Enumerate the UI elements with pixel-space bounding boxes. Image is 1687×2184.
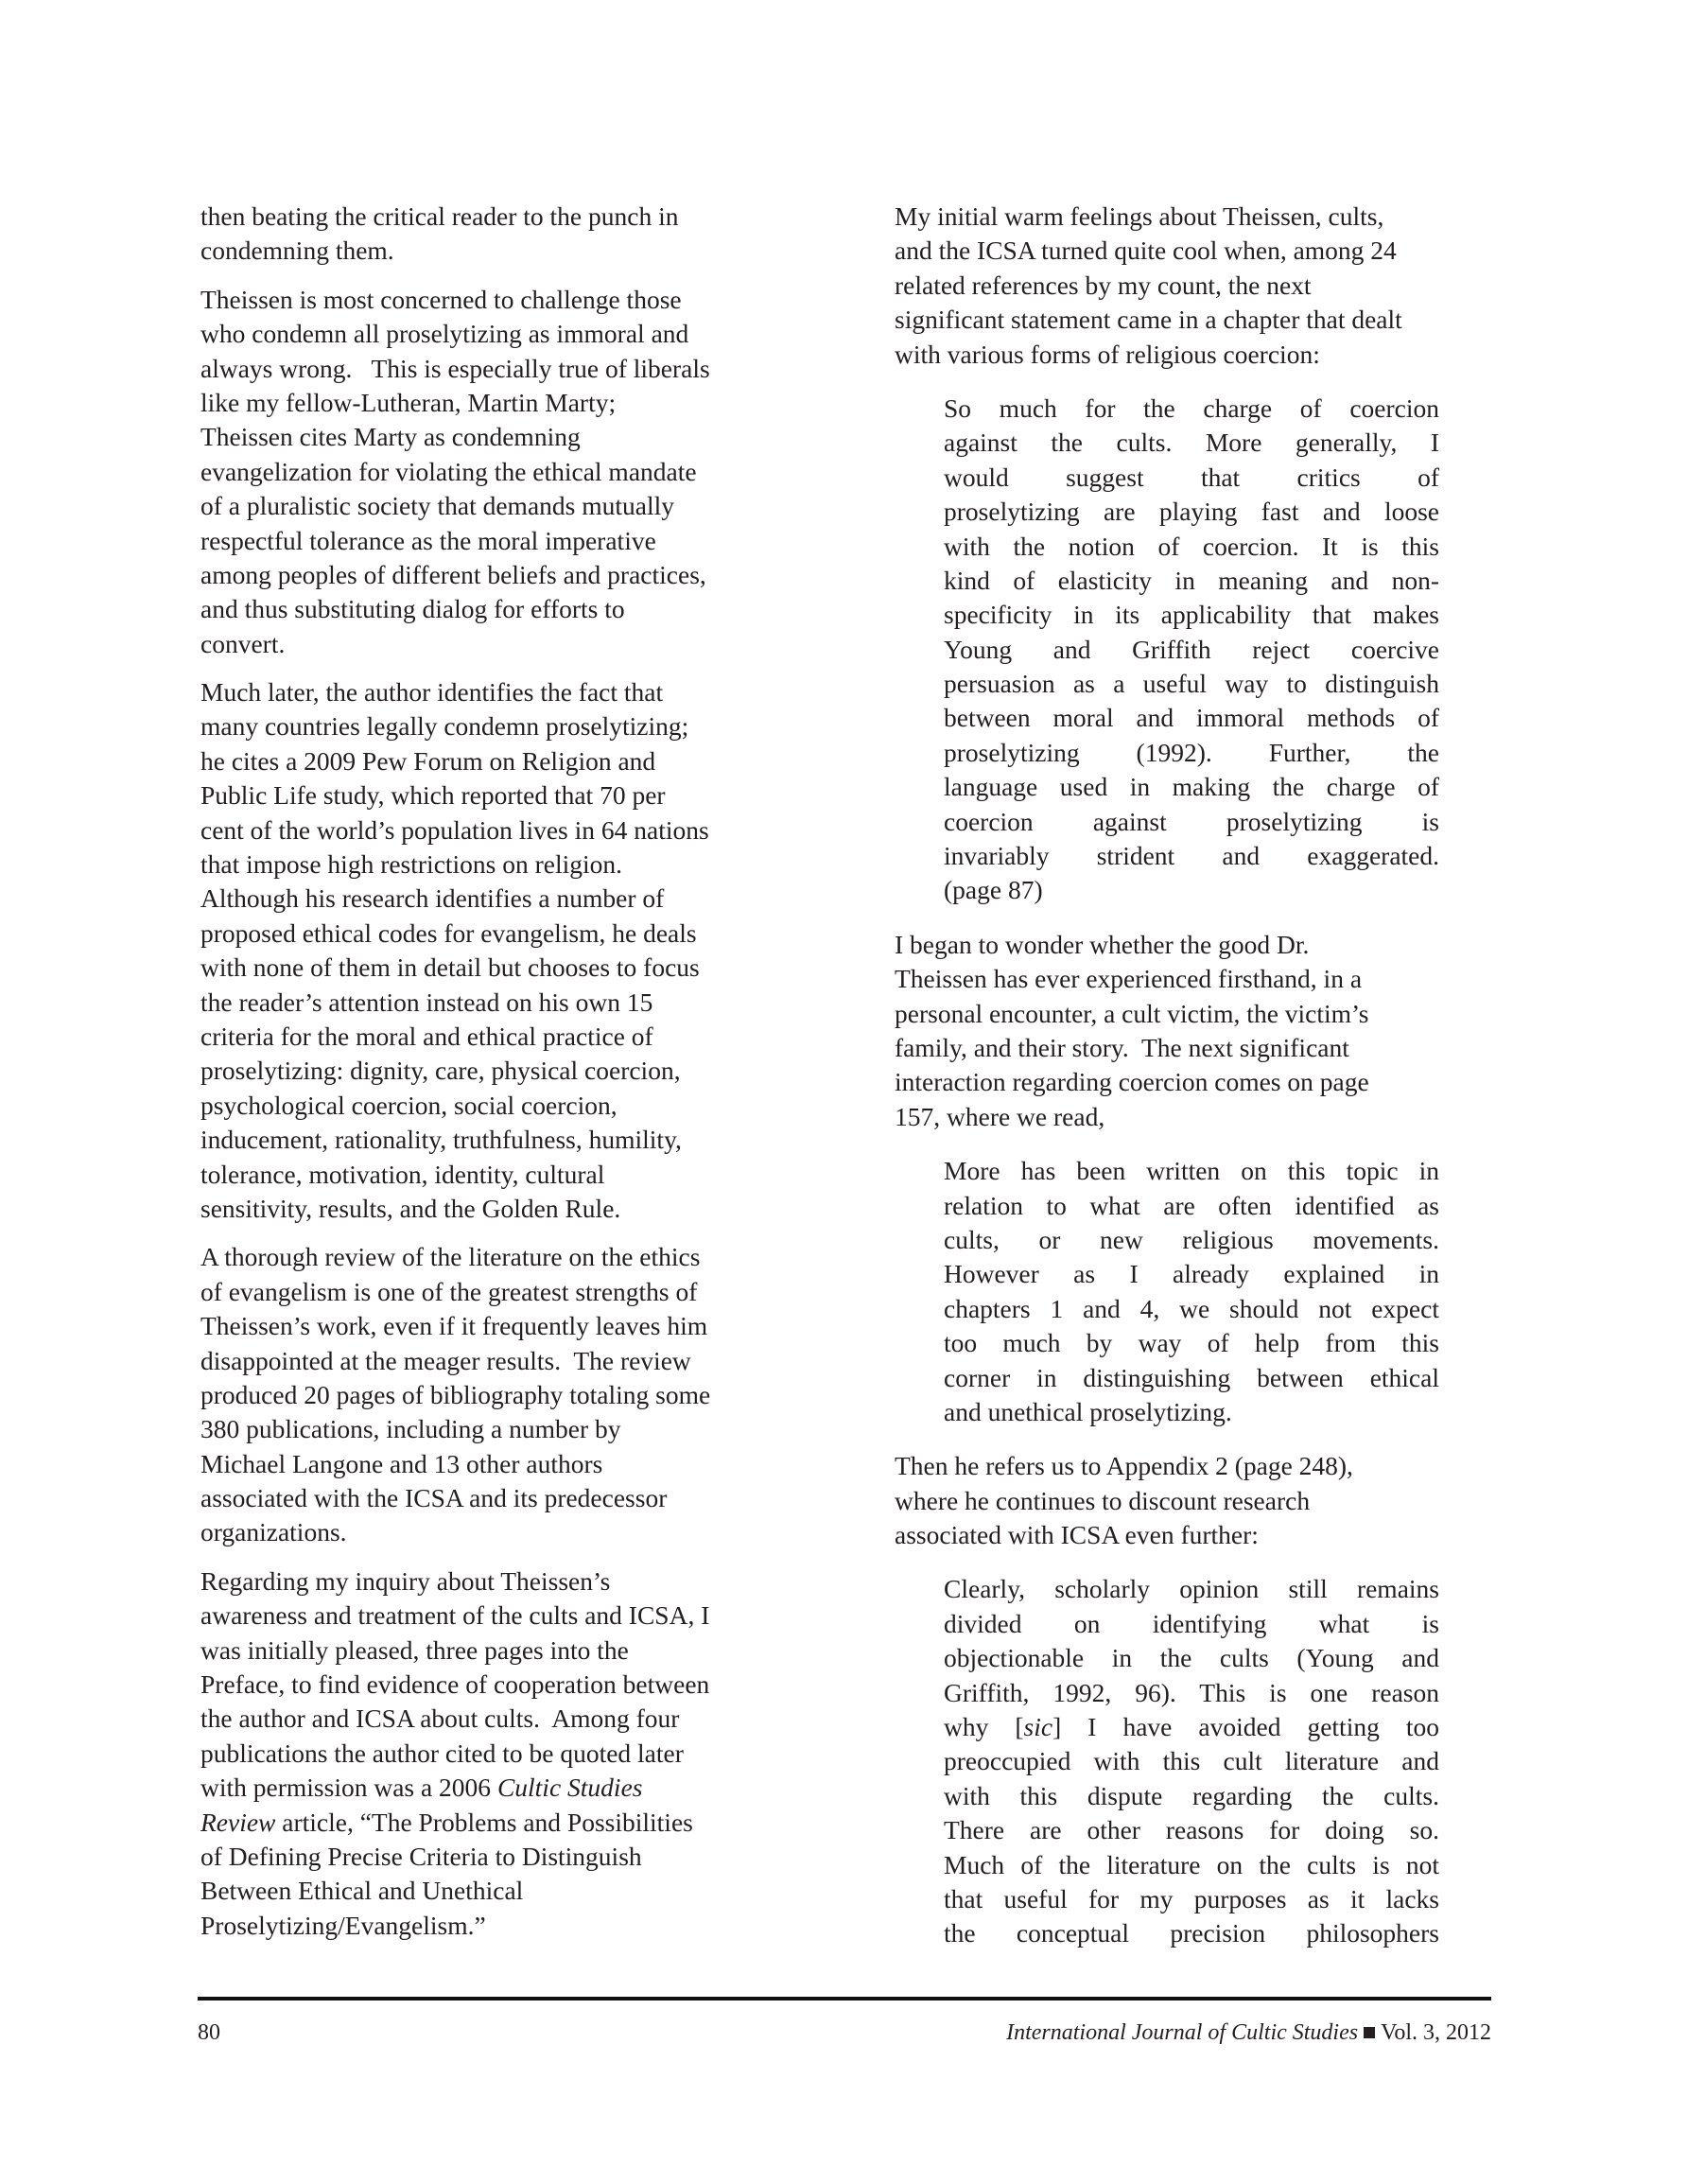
text-line: and thus substituting dialog for efforts to	[200, 594, 625, 624]
text-line: tolerance, motivation, identity, cultural	[200, 1159, 605, 1189]
text-line: convert.	[200, 628, 286, 658]
text-line: of evangelism is one of the greatest strengths of	[200, 1276, 698, 1306]
text-line: with this dispute regarding the cults.	[944, 1780, 1439, 1810]
text-line: Although his research identifies a number of	[200, 883, 665, 914]
paragraph	[200, 283, 806, 661]
paragraph	[200, 675, 806, 1226]
text-line: of Defining Precise Criteria to Distinguish	[200, 1841, 642, 1871]
text-line: the author and ICSA about cults. Among four	[200, 1704, 680, 1734]
text-line: and unethical proselytizing.	[944, 1396, 1232, 1426]
text-line: coercion against proselytizing is	[944, 806, 1439, 836]
text-line: evangelization for violating the ethical mandate	[200, 456, 697, 486]
text-line: A thorough review of the literature on the ethics	[200, 1242, 701, 1272]
text-line: too much by way of help from this	[944, 1328, 1439, 1358]
text-line: publications the author cited to be quoted later	[200, 1738, 684, 1768]
left-column	[200, 200, 806, 1957]
text-line: cent of the world’s population lives in 64 nations	[200, 814, 709, 845]
text-line: proposed ethical codes for evangelism, he deals	[200, 917, 697, 948]
text-line: Griffith, 1992, 96). This is one reason	[944, 1677, 1439, 1707]
text-line: proselytizing (1992). Further, the	[944, 737, 1439, 767]
text-line: Review article, “The Problems and Possibilities	[200, 1807, 693, 1837]
text-line: why [sic] I have avoided getting too	[944, 1712, 1439, 1742]
text-line: organizations.	[200, 1517, 347, 1547]
footer-rule	[198, 1997, 1491, 2001]
text-line: Proselytizing/Evangelism.”	[200, 1910, 486, 1940]
text-line: persuasion as a useful way to distinguish	[944, 669, 1439, 699]
text-line: proselytizing: dignity, care, physical coercion,	[200, 1056, 681, 1086]
text-line: Theissen’s work, even if it frequently leaves him	[200, 1311, 708, 1341]
text-line: Much of the literature on the cults is not	[944, 1849, 1439, 1879]
text-line: among peoples of different beliefs and practices,	[200, 559, 706, 589]
block-quote	[944, 1572, 1439, 1950]
text-line: cults, or new religious movements.	[944, 1224, 1439, 1254]
text-line: Michael Langone and 13 other authors	[200, 1448, 603, 1478]
text-line: related references by my count, the next	[895, 270, 1312, 300]
text-line: I began to wonder whether the good Dr.	[895, 929, 1310, 959]
text-line: with none of them in detail but chooses to focus	[200, 952, 700, 983]
journal-name: International Journal of Cultic Studies	[1006, 2020, 1359, 2045]
text-line: Between Ethical and Unethical	[200, 1876, 524, 1906]
text-line: inducement, rationality, truthfulness, humility,	[200, 1125, 682, 1155]
page-footer	[198, 2020, 1491, 2051]
text-line: disappointed at the meager results. The review	[200, 1345, 691, 1375]
text-line: interaction regarding coercion comes on page	[895, 1067, 1369, 1097]
text-line: Theissen is most concerned to challenge those	[200, 284, 682, 314]
text-line: between moral and immoral methods of	[944, 703, 1439, 733]
text-line: produced 20 pages of bibliography totaling some	[200, 1379, 711, 1409]
text-line: like my fellow-Lutheran, Martin Marty;	[200, 387, 617, 417]
paragraph	[200, 1240, 806, 1550]
text-line: Clearly, scholarly opinion still remains	[944, 1574, 1439, 1604]
text-line: 380 publications, including a number by	[200, 1414, 621, 1444]
black-square-icon	[1364, 2027, 1375, 2038]
text-line: Young and Griffith reject coercive	[944, 634, 1439, 664]
text-line: against the cults. More generally, I	[944, 428, 1439, 458]
page-number: 80	[198, 2020, 220, 2045]
text-line: where he continues to discount research	[895, 1485, 1311, 1515]
text-line: the conceptual precision philosophers	[944, 1918, 1439, 1948]
text-line: 157, where we read,	[895, 1101, 1105, 1131]
text-line: relation to what are often identified as	[944, 1190, 1439, 1220]
block-quote	[944, 1154, 1439, 1429]
text-line: many countries legally condemn proselytizing;	[200, 711, 689, 742]
text-line: of a pluralistic society that demands mutually	[200, 491, 674, 521]
text-line: with various forms of religious coercion:	[895, 339, 1320, 369]
text-line: personal encounter, a cult victim, the victim’s	[895, 998, 1369, 1028]
text-line: condemning them.	[200, 236, 394, 266]
text-line: sensitivity, results, and the Golden Rule.	[200, 1193, 621, 1223]
text-line: (page 87)	[944, 875, 1043, 905]
text-line: However as I already explained in	[944, 1259, 1439, 1289]
text-line: invariably strident and exaggerated.	[944, 841, 1439, 871]
text-line: associated with the ICSA and its predecessor	[200, 1483, 668, 1513]
text-line: awareness and treatment of the cults and ICSA, I	[200, 1600, 710, 1631]
text-line: Much later, the author identifies the fact that	[200, 677, 664, 708]
text-line: So much for the charge of coercion	[944, 393, 1439, 423]
text-line: More has been written on this topic in	[944, 1156, 1439, 1186]
text-line: family, and their story. The next significant	[895, 1032, 1349, 1062]
journal-volume: Vol. 3, 2012	[1381, 2020, 1491, 2045]
text-line: kind of elasticity in meaning and non-	[944, 565, 1439, 595]
text-line: objectionable in the cults (Young and	[944, 1643, 1439, 1673]
text-line: always wrong. This is especially true of liberals	[200, 353, 710, 383]
paragraph	[895, 928, 1500, 1134]
text-line: that useful for my purposes as it lacks	[944, 1883, 1439, 1913]
text-line: specificity in its applicability that makes	[944, 600, 1439, 630]
paragraph	[895, 1449, 1500, 1552]
text-line: Public Life study, which reported that 70 per	[200, 780, 666, 811]
text-line: preoccupied with this cult literature and	[944, 1746, 1439, 1776]
block-quote	[944, 392, 1439, 908]
text-line: psychological coercion, social coercion,	[200, 1090, 617, 1120]
text-line: then beating the critical reader to the punch in	[200, 201, 679, 231]
text-line: My initial warm feelings about Theissen, cults,	[895, 201, 1384, 231]
text-line: the reader’s attention instead on his own 15	[200, 987, 653, 1017]
text-line: and the ICSA turned quite cool when, among 24	[895, 236, 1397, 266]
text-line: respectful tolerance as the moral imperative	[200, 525, 656, 555]
text-line: he cites a 2009 Pew Forum on Religion and	[200, 745, 656, 776]
text-line: associated with ICSA even further:	[895, 1520, 1259, 1550]
text-line: Preface, to find evidence of cooperation between	[200, 1669, 710, 1700]
text-line: language used in making the charge of	[944, 772, 1439, 802]
text-line: There are other reasons for doing so.	[944, 1815, 1439, 1845]
text-line: chapters 1 and 4, we should not expect	[944, 1293, 1439, 1323]
text-line: with the notion of coercion. It is this	[944, 531, 1439, 561]
paragraph	[200, 1564, 806, 1943]
text-line: significant statement came in a chapter that dealt	[895, 305, 1402, 335]
text-line: corner in distinguishing between ethical	[944, 1362, 1439, 1392]
journal-citation	[1006, 2020, 1491, 2046]
text-line: criteria for the moral and ethical practice of	[200, 1021, 653, 1051]
text-line: that impose high restrictions on religion.	[200, 849, 623, 880]
text-line: Then he refers us to Appendix 2 (page 248),	[895, 1451, 1353, 1481]
text-line: Regarding my inquiry about Theissen’s	[200, 1565, 611, 1596]
text-line: divided on identifying what is	[944, 1608, 1439, 1638]
right-column	[895, 200, 1500, 1971]
text-line: was initially pleased, three pages into the	[200, 1634, 629, 1665]
paragraph	[200, 200, 806, 269]
text-line: proselytizing are playing fast and loose	[944, 497, 1439, 527]
text-line: with permission was a 2006 Cultic Studies	[200, 1773, 643, 1803]
text-line: would suggest that critics of	[944, 462, 1439, 492]
text-line: Theissen has ever experienced firsthand, in a	[895, 964, 1363, 994]
text-line: who condemn all proselytizing as immoral and	[200, 319, 689, 349]
text-line: Theissen cites Marty as condemning	[200, 422, 581, 452]
paragraph	[895, 200, 1500, 372]
